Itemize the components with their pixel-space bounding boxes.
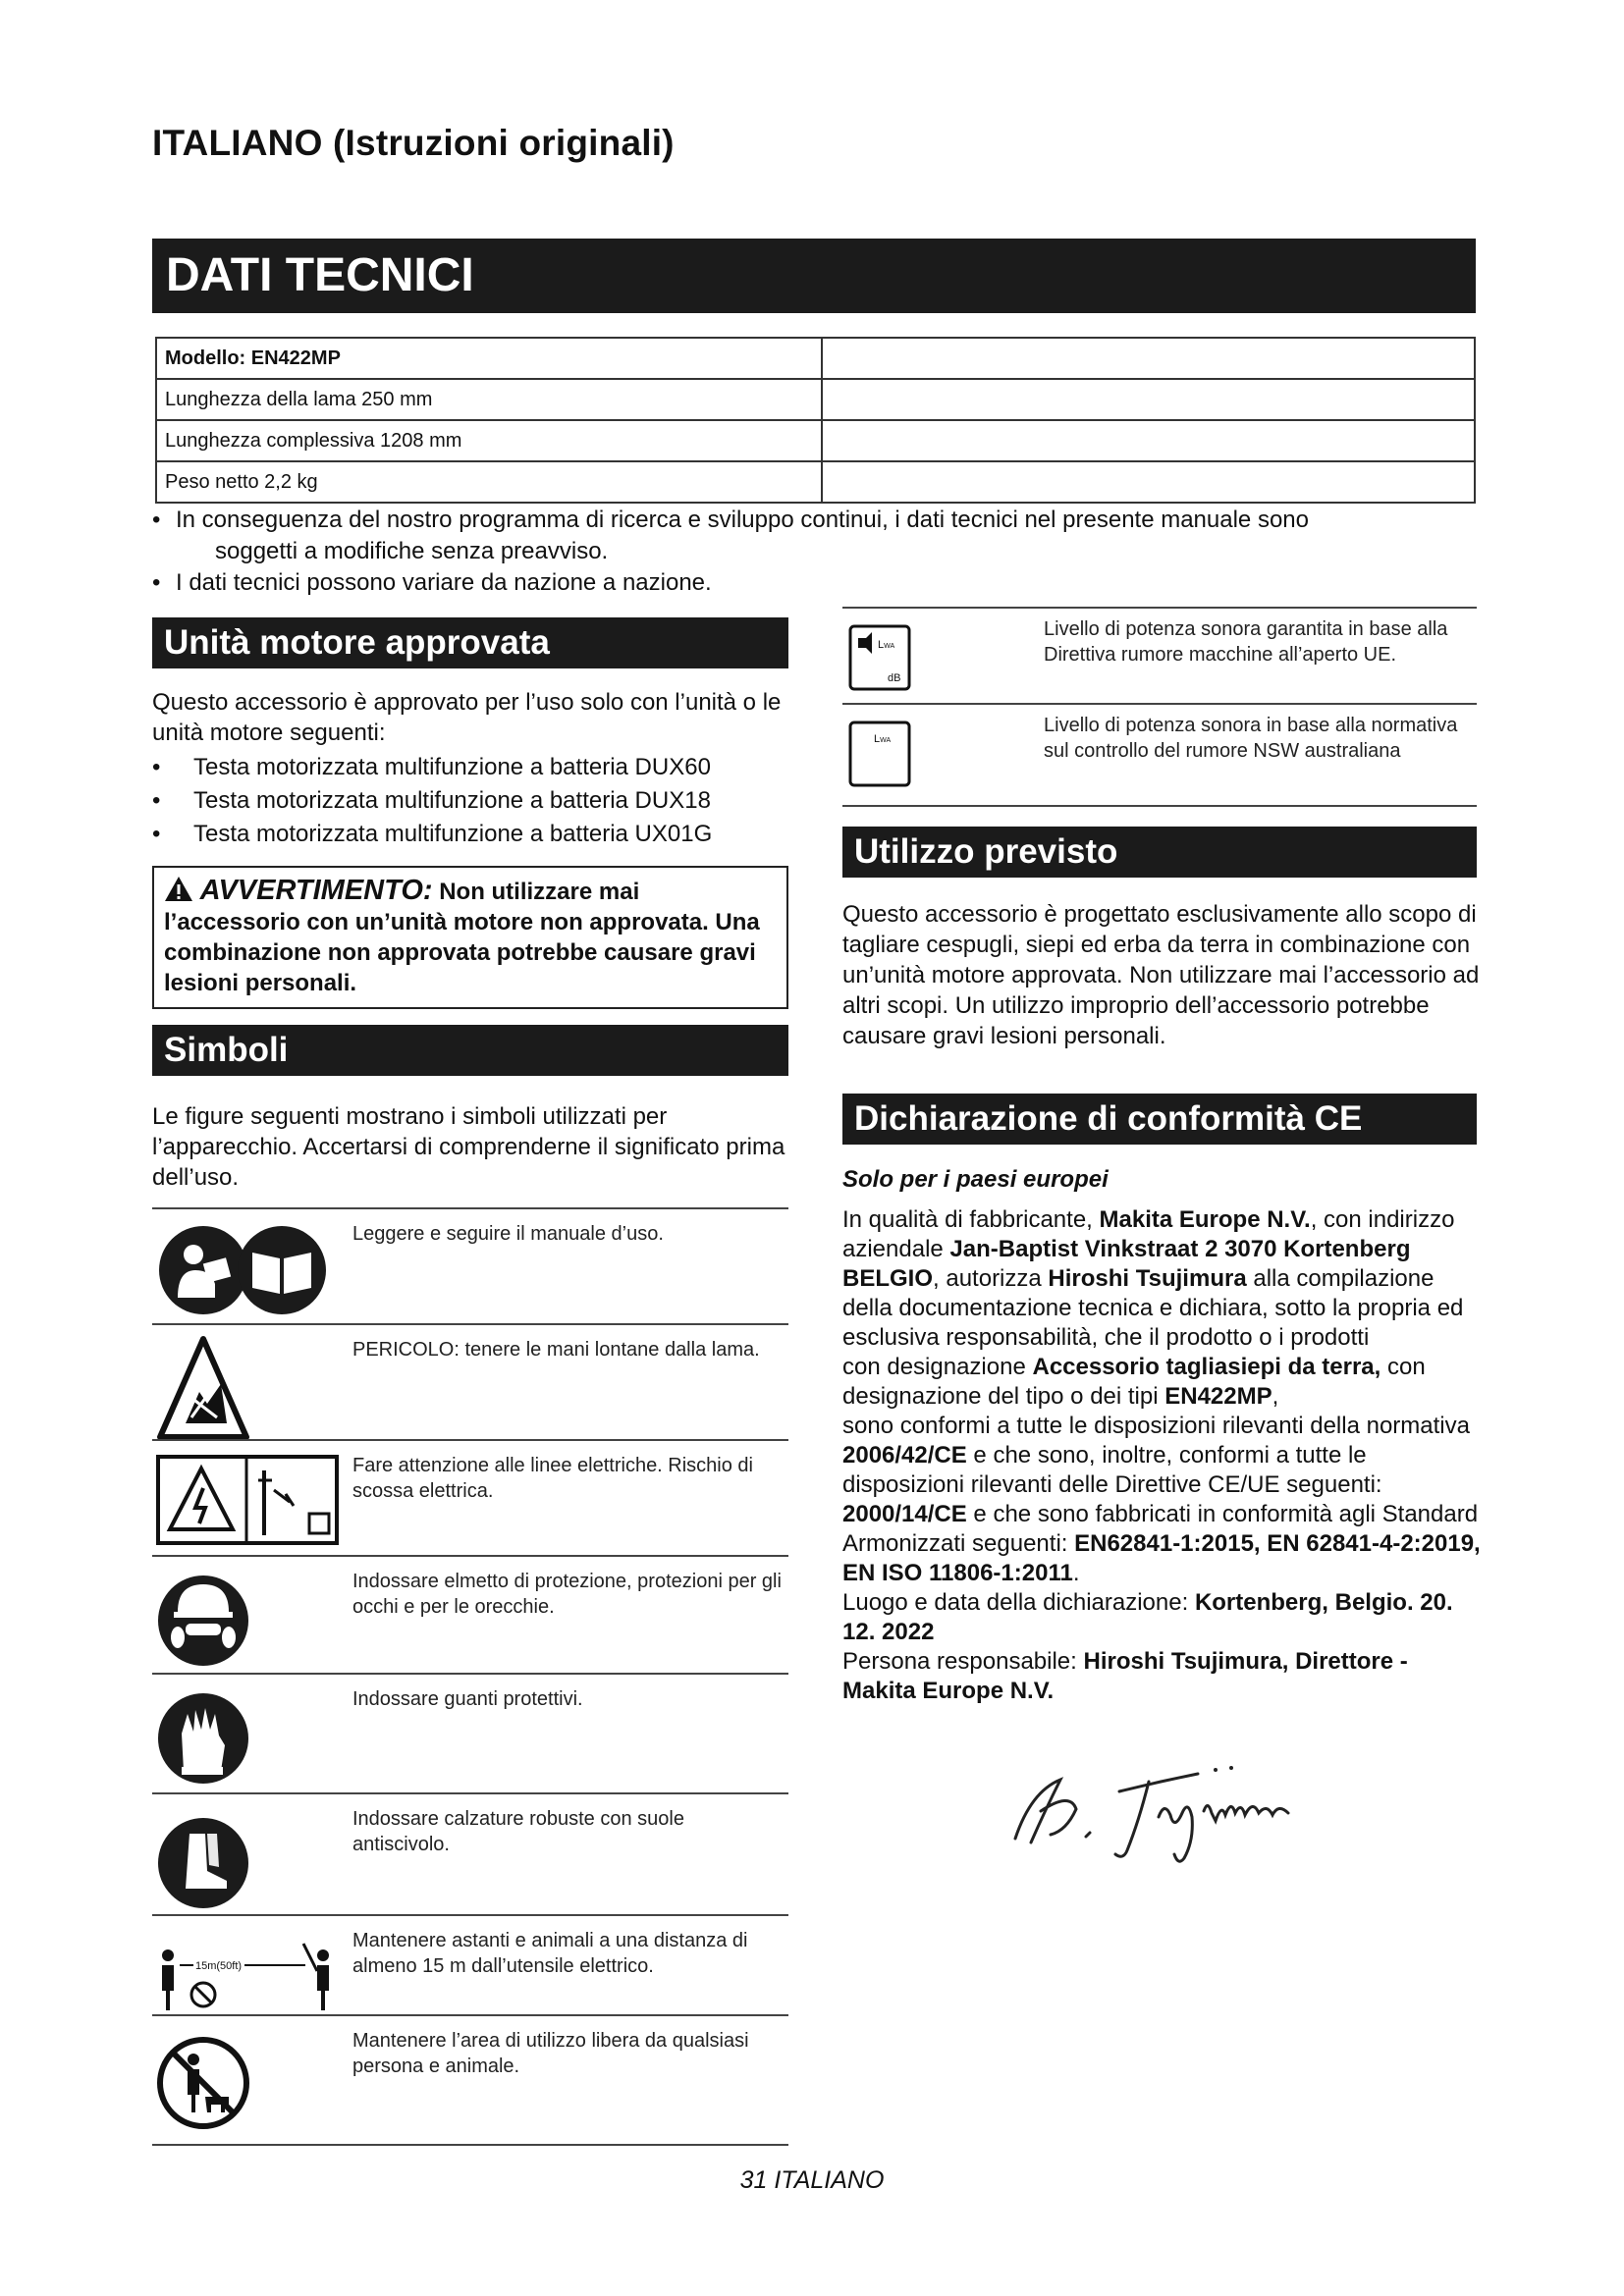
list-item	[152, 751, 800, 784]
symbol-row	[152, 1439, 788, 1557]
spec-table	[155, 337, 1476, 504]
ce-paragraph: Luogo e data della dichiarazione: Kortenberg, Belgio. 20. 12. 2022	[842, 1589, 1453, 1645]
symbol-row	[152, 1673, 788, 1794]
spec-empty-cell	[822, 461, 1475, 503]
electric-lines-warning-icon	[156, 1451, 341, 1557]
symbols-intro: Le figure seguenti mostrano i simboli utilizzati per l’apparecchio. Accertarsi di comprenderne il significato prima dell’uso.	[152, 1103, 785, 1191]
bullet-dot: •	[152, 507, 161, 533]
spec-model: Modello: EN422MP	[156, 338, 822, 379]
svg-text:LWA: LWA	[874, 733, 892, 745]
page-language-title: ITALIANO (Istruzioni originali)	[152, 123, 675, 163]
motor-unit-item: Testa motorizzata multifunzione a batteria DUX18	[193, 787, 711, 814]
ce-paragraph: In qualità di fabbricante, Makita Europe N.V., con indirizzo aziendale Jan-Baptist Vinkstraat 2 3070 Kortenberg BELGIO, autorizza Hiroshi Tsujimura alla compilazione della documentazione tecnica e dichiara, sotto la propria ed esclusiva responsabilità, che il prodotto o i prodotti	[842, 1206, 1464, 1351]
page-footer: 31 ITALIANO	[739, 2166, 885, 2194]
symbol-row	[842, 703, 1477, 807]
spec-net-weight: Peso netto 2,2 kg	[156, 461, 822, 503]
table-row	[156, 461, 1475, 503]
note-text: I dati tecnici possono variare da nazione a nazione.	[176, 569, 712, 596]
symbol-description: Mantenere astanti e animali a una distanza di almeno 15 m dall’utensile elettrico.	[352, 1930, 748, 1977]
motor-unit-list	[152, 751, 800, 851]
spec-notes	[152, 505, 1488, 599]
warning-triangle-icon	[164, 879, 200, 905]
keep-distance-icon-label: 15m(50ft)	[195, 1960, 243, 1972]
motor-unit-intro: Questo accessorio è approvato per l’uso solo con l’unità o le unità motore seguenti:	[152, 689, 782, 746]
table-row	[156, 379, 1475, 420]
sound-power-eu-icon	[848, 624, 911, 696]
intended-use-heading: Utilizzo previsto	[842, 827, 1477, 878]
ce-declaration-heading: Dichiarazione di conformità CE	[842, 1094, 1477, 1145]
warning-label: AVVERTIMENTO:	[199, 875, 433, 906]
spec-empty-cell	[822, 420, 1475, 461]
symbol-description: Indossare guanti protettivi.	[352, 1688, 583, 1710]
bullet-dot: •	[152, 754, 161, 780]
list-item	[152, 784, 800, 818]
list-item	[152, 818, 800, 851]
symbol-description: Indossare calzature robuste con suole antiscivolo.	[352, 1808, 684, 1855]
symbol-row	[152, 2014, 788, 2146]
table-row	[156, 338, 1475, 379]
note-text: soggetti a modifiche senza preavviso.	[215, 538, 609, 564]
tech-data-heading: DATI TECNICI	[152, 239, 1476, 313]
spec-overall-length: Lunghezza complessiva 1208 mm	[156, 420, 822, 461]
symbol-description: Indossare elmetto di protezione, protezioni per gli occhi e per le orecchie.	[352, 1571, 782, 1618]
svg-text:LWA: LWA	[878, 639, 895, 651]
symbol-description: Mantenere l’area di utilizzo libera da qualsiasi persona e animale.	[352, 2030, 749, 2077]
safety-boots-icon	[156, 1804, 341, 1910]
ce-subheading: Solo per i paesi europei	[842, 1166, 1109, 1193]
warning-text: Non utilizzare mai l’accessorio con un’unità motore non approvata. Una combinazione non approvata potrebbe causare gravi lesioni personali.	[164, 879, 760, 996]
intended-use-text: Questo accessorio è progettato esclusivamente allo scopo di tagliare cespugli, siepi ed erba da terra in combinazione con un’unità motore approvata. Non utilizzare mai l’accessorio ad altri scopi. Un utilizzo improprio dell’accessorio potrebbe causare gravi lesioni personali.	[842, 901, 1480, 1049]
symbol-description: PERICOLO: tenere le mani lontane dalla lama.	[352, 1339, 760, 1361]
read-manual-icon	[156, 1219, 341, 1325]
symbol-description: Fare attenzione alle linee elettriche. Rischio di scossa elettrica.	[352, 1455, 753, 1502]
ce-declaration-body	[842, 1205, 1481, 1706]
symbol-description: Leggere e seguire il manuale d’uso.	[352, 1223, 664, 1245]
handwritten-signature	[1001, 1752, 1326, 1875]
bullet-dot: •	[152, 787, 161, 814]
symbol-row	[152, 1323, 788, 1441]
svg-text:dB: dB	[888, 672, 901, 684]
helmet-goggles-earmuffs-icon	[156, 1567, 341, 1673]
spec-empty-cell	[822, 338, 1475, 379]
list-item	[152, 567, 1488, 599]
symbol-description: Livello di potenza sonora in base alla normativa sul controllo del rumore NSW australiana	[1044, 715, 1458, 762]
motor-unit-item: Testa motorizzata multifunzione a batteria UX01G	[193, 821, 713, 847]
no-people-animals-icon	[156, 2026, 341, 2132]
ce-paragraph: sono conformi a tutte le disposizioni rilevanti della normativa 2006/42/CE e che sono, inoltre, conformi a tutte le disposizioni rilevanti delle Direttive CE/UE seguenti: 2000/14/CE e che sono fabbricati in conformità agli Standard Armonizzati seguenti: EN62841-1:2015, EN 62841-4-2:2019, EN ISO 11806-1:2011.	[842, 1413, 1481, 1586]
symbols-heading: Simboli	[152, 1025, 788, 1076]
spec-empty-cell	[822, 379, 1475, 420]
symbol-row	[152, 1207, 788, 1325]
ce-paragraph: Persona responsabile: Hiroshi Tsujimura, Direttore - Makita Europe N.V.	[842, 1648, 1408, 1704]
motor-unit-item: Testa motorizzata multifunzione a batteria DUX60	[193, 754, 711, 780]
symbol-row	[152, 1555, 788, 1675]
sound-power-nsw-icon	[848, 721, 911, 792]
symbol-description: Livello di potenza sonora garantita in base alla Direttiva rumore macchine all’aperto UE.	[1044, 618, 1448, 666]
bullet-dot: •	[152, 569, 161, 596]
ce-paragraph: con designazione Accessorio tagliasiepi da terra, con designazione del tipo o dei tipi EN422MP,	[842, 1354, 1426, 1410]
warning-box	[152, 866, 788, 1009]
table-row	[156, 420, 1475, 461]
list-item	[152, 505, 1488, 567]
spec-blade-length: Lunghezza della lama 250 mm	[156, 379, 822, 420]
symbol-row	[842, 607, 1477, 705]
note-text: In conseguenza del nostro programma di ricerca e sviluppo continui, i dati tecnici nel presente manuale sono	[176, 507, 1309, 533]
bullet-dot: •	[152, 821, 161, 847]
symbol-row	[152, 1914, 788, 2016]
symbol-row	[152, 1792, 788, 1916]
protective-gloves-icon	[156, 1684, 341, 1790]
danger-hands-blade-icon	[156, 1335, 341, 1441]
motor-unit-heading: Unità motore approvata	[152, 617, 788, 668]
